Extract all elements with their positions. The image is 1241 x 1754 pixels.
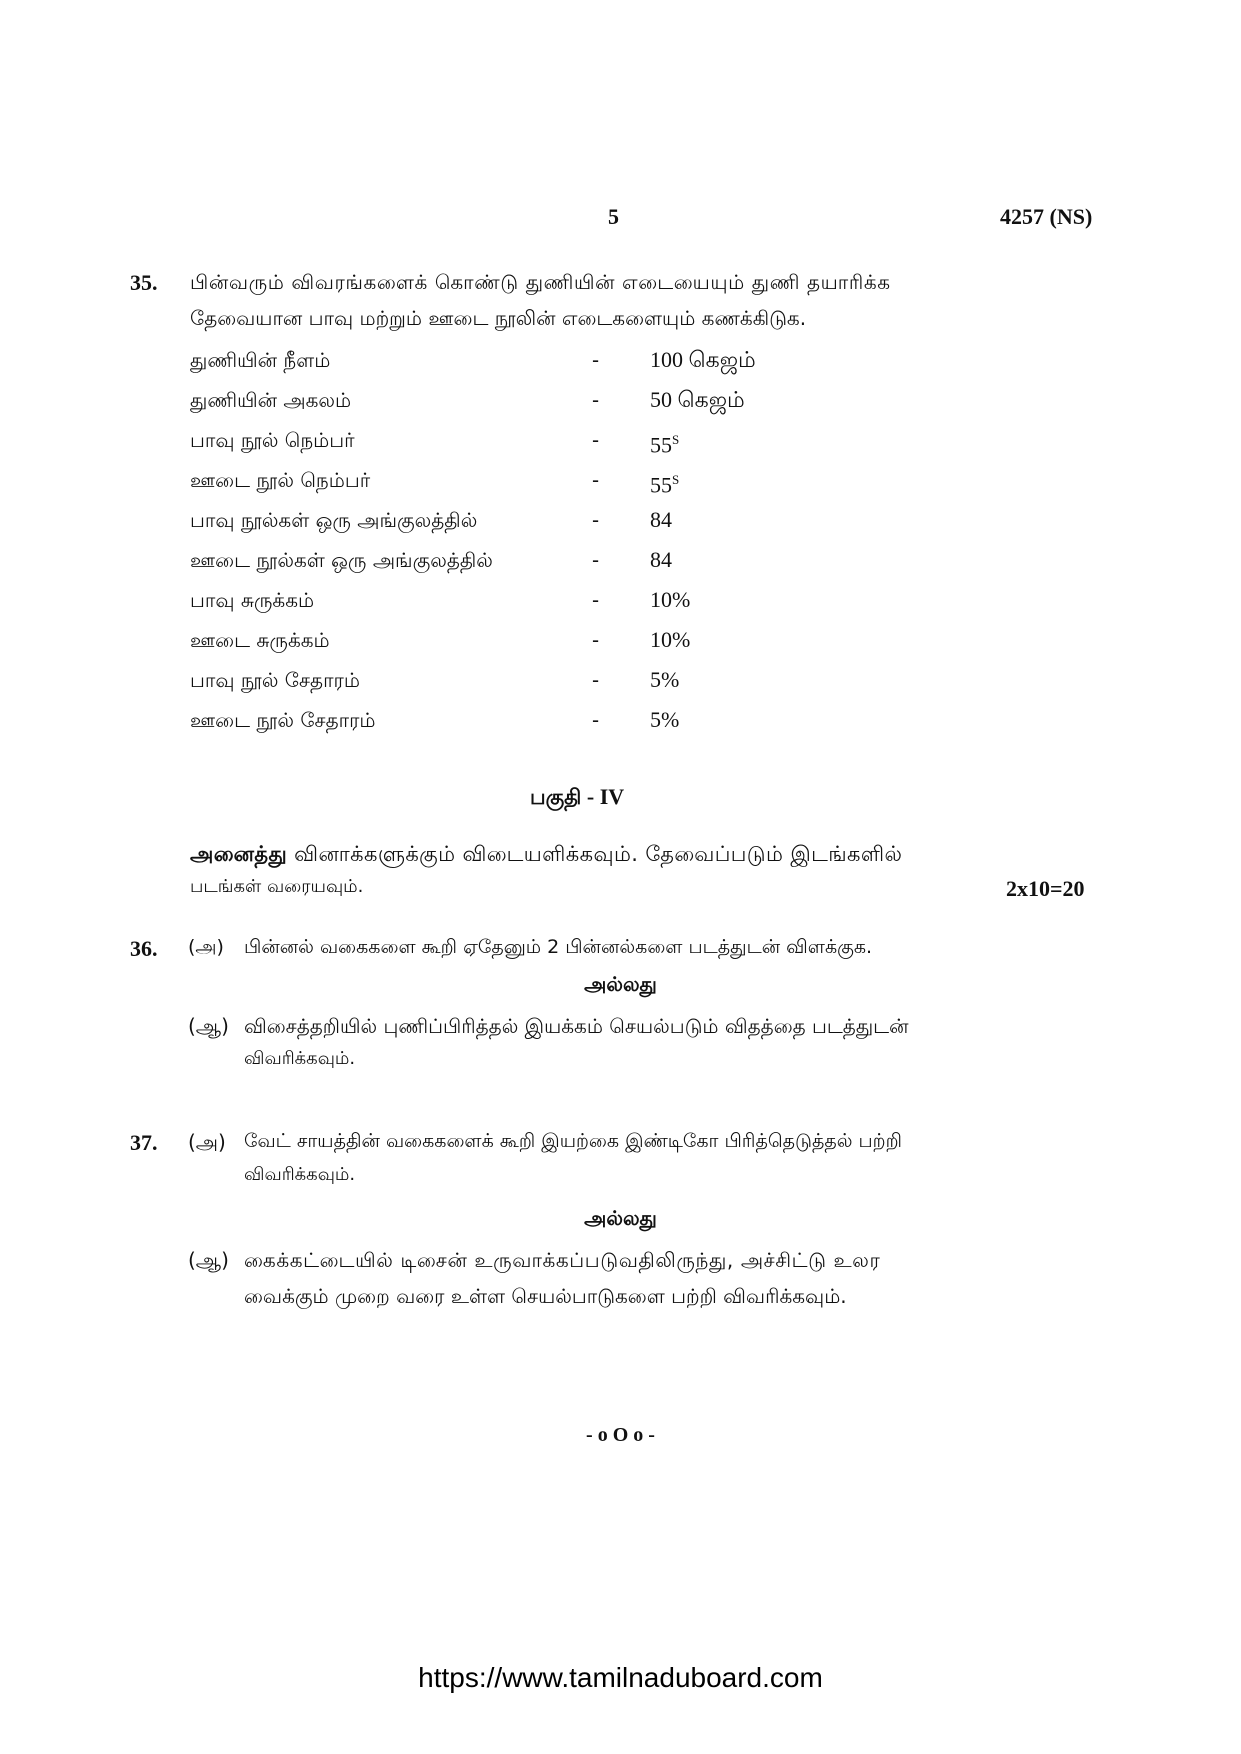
- data-row: [190, 702, 890, 738]
- question-37-b-label: (ஆ): [188, 1248, 229, 1272]
- question-36-a-text: பின்னல் வகைகளை கூறி ஏதேனும் 2 பின்னல்களை படத்துடன் விளக்குக.: [244, 936, 873, 958]
- data-row: [190, 662, 890, 698]
- instruction-bold-word: அனைத்து: [190, 842, 288, 866]
- data-row-value-superscript: S: [672, 432, 680, 447]
- data-row-dash: -: [592, 508, 600, 532]
- data-row-label: பாவு நூல் சேதாரம்: [190, 668, 360, 692]
- question-37-a-label: (அ): [188, 1130, 226, 1154]
- data-row: [190, 582, 890, 618]
- data-row-value-text: 55: [650, 472, 672, 498]
- data-row-value: [650, 582, 690, 618]
- data-row-label: பாவு நூல்கள் ஒரு அங்குலத்தில்: [190, 508, 478, 532]
- question-36-or: அல்லது: [584, 972, 657, 996]
- data-row: [190, 342, 890, 378]
- data-row-label: பாவு சுருக்கம்: [190, 588, 315, 612]
- data-row-dash: -: [592, 548, 600, 572]
- question-37-or: அல்லது: [584, 1206, 657, 1230]
- data-row-dash: -: [592, 668, 600, 692]
- question-36-b-label: (ஆ): [188, 1014, 229, 1038]
- data-row-value: [650, 702, 679, 738]
- data-row-dash: -: [592, 348, 600, 372]
- data-row-label: ஊடை சுருக்கம்: [190, 628, 330, 652]
- data-row-dash: -: [592, 588, 600, 612]
- question-35-line2: தேவையான பாவு மற்றும் ஊடை நூலின் எடைகளையும் கணக்கிடுக.: [190, 306, 807, 330]
- page-number: 5: [608, 204, 619, 229]
- data-row-value: [650, 662, 679, 698]
- data-row-label: பாவு நூல் நெம்பர்: [190, 428, 355, 452]
- question-37-b-line2: வைக்கும் முறை வரை உள்ள செயல்பாடுகளை பற்றி விவரிக்கவும்.: [244, 1284, 847, 1308]
- data-row-dash: -: [592, 708, 600, 732]
- data-row-dash: -: [592, 388, 600, 412]
- section-instruction-line2: படங்கள் வரையவும்.: [190, 876, 364, 897]
- end-mark: - o O o -: [586, 1424, 655, 1446]
- instruction-rest: வினாக்களுக்கும் விடையளிக்கவும். தேவைப்படும் இடங்களில்: [287, 842, 903, 866]
- data-row-value-text: 5%: [650, 667, 680, 692]
- question-37-a-line1: வேட் சாயத்தின் வகைகளைக் கூறி இயற்கை இண்டிகோ பிரித்தெடுத்தல் பற்றி: [244, 1130, 902, 1152]
- question-35-data-table: [190, 342, 890, 742]
- question-37-b-line1: கைக்கட்டையில் டிசைன் உருவாக்கப்படுவதிலிருந்து, அச்சிட்டு உலர: [244, 1248, 881, 1272]
- question-37-number: 37.: [130, 1130, 158, 1155]
- data-row-value: [650, 502, 672, 538]
- data-row: [190, 622, 890, 658]
- data-row: [190, 502, 890, 538]
- data-row-value-text: 55: [650, 432, 672, 458]
- data-row-label: துணியின் நீளம்: [190, 348, 331, 372]
- data-row-value-text: 100 கெஜம்: [650, 347, 756, 372]
- section-marks: 2x10=20: [1006, 876, 1085, 901]
- section-instruction-line1: [190, 842, 902, 869]
- question-35-line1: பின்வரும் விவரங்களைக் கொண்டு துணியின் எடையையும் துணி தயாரிக்க: [190, 270, 891, 294]
- footer-url[interactable]: https://www.tamilnaduboard.com: [418, 1662, 823, 1693]
- data-row-value-text: 10%: [650, 587, 691, 612]
- data-row-value-text: 10%: [650, 627, 691, 652]
- data-row-value: [650, 382, 745, 418]
- data-row-label: துணியின் அகலம்: [190, 388, 352, 412]
- data-row-value: [650, 622, 690, 658]
- question-37-a-line2: விவரிக்கவும்.: [244, 1164, 356, 1185]
- data-row-value-superscript: S: [672, 472, 680, 487]
- data-row-value: [650, 542, 672, 578]
- question-36-number: 36.: [130, 936, 158, 961]
- question-36-b-line2: விவரிக்கவும்.: [244, 1048, 356, 1069]
- section-title-roman: - IV: [581, 784, 625, 809]
- data-row-dash: -: [592, 428, 600, 452]
- question-36-b-line1: விசைத்தறியில் புணிப்பிரித்தல் இயக்கம் செயல்படும் விதத்தை படத்துடன்: [244, 1014, 909, 1038]
- data-row-dash: -: [592, 628, 600, 652]
- paper-code: 4257 (NS): [1000, 204, 1093, 229]
- section-title-tamil: பகுதி: [530, 785, 582, 809]
- data-row-dash: -: [592, 468, 600, 492]
- data-row: [190, 542, 890, 578]
- data-row-label: ஊடை நூல்கள் ஒரு அங்குலத்தில்: [190, 548, 493, 572]
- question-36-a-label: (அ): [188, 936, 224, 958]
- data-row: [190, 382, 890, 418]
- data-row-value: [650, 422, 679, 463]
- data-row: [190, 462, 890, 498]
- data-row-value: [650, 462, 679, 503]
- data-row-label: ஊடை நூல் சேதாரம்: [190, 708, 376, 732]
- data-row-value: [650, 342, 756, 378]
- data-row-label: ஊடை நூல் நெம்பர்: [190, 468, 371, 492]
- data-row-value-text: 50 கெஜம்: [650, 387, 745, 412]
- data-row-value-text: 84: [650, 547, 672, 572]
- data-row: [190, 422, 890, 458]
- data-row-value-text: 5%: [650, 707, 680, 732]
- data-row-value-text: 84: [650, 507, 672, 532]
- question-35-number: 35.: [130, 270, 158, 295]
- section-title: [530, 784, 624, 812]
